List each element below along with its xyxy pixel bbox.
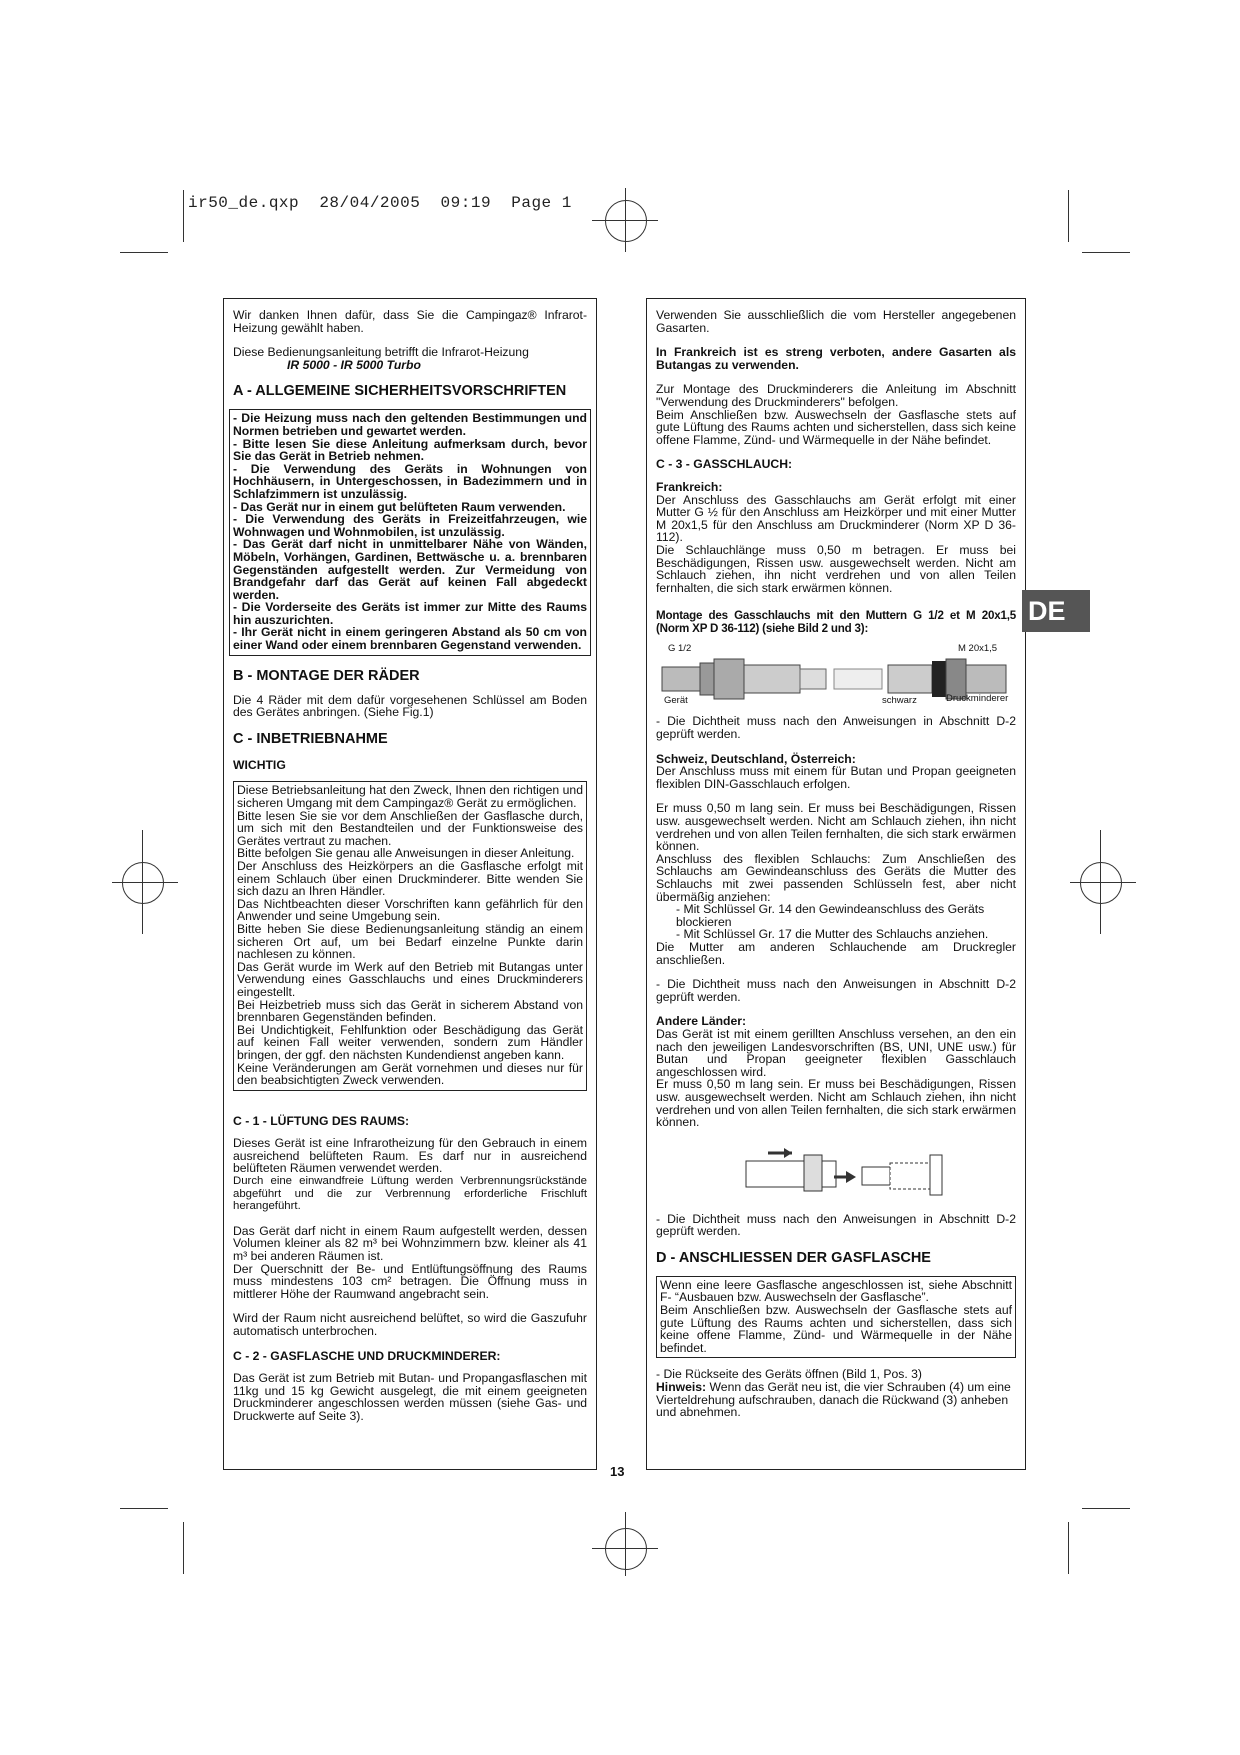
montage-title: Montage des Gasschlauchs mit den Muttern G 1/2 et M 20x1,5 (Norm XP D 36-112) (siehe Bild 2 und 3): bbox=[656, 609, 1016, 635]
leak-note: - Die Dichtheit muss nach den Anweisungen in Abschnitt D-2 geprüft werden. bbox=[656, 714, 1016, 742]
crop-mark bbox=[120, 1508, 168, 1509]
crop-mark bbox=[183, 1522, 184, 1574]
c1-text: Das Gerät darf nicht in einem Raum aufgestellt werden, dessen Volumen kleiner als 82 m³ bei Wohnzimmern bzw. kleiner als 41 m³ bei anderen Räumen ist. bbox=[233, 1223, 587, 1264]
c1-text: Dieses Gerät ist eine Infrarotheizung für den Gebrauch in einem ausreichend belüfteten Raum. Es darf nur in ausreichend belüfteten Räumen verwendet werden. bbox=[233, 1136, 587, 1176]
swiss-text: Er muss 0,50 m lang sein. Er muss bei Beschädigungen, Rissen usw. ausgewechselt werden. Nicht am Schlauch ziehen, ihn nicht verdrehen und von allen Teilen fernhalten, die sich stark erwärmen können. bbox=[656, 801, 1016, 854]
important-item: Der Anschluss des Heizkörpers an die Gasflasche erfolgt mit einem Schlauch über einen Druckminderer. Bitte wenden Sie sich dazu an Ihren Händler. bbox=[237, 859, 583, 899]
paragraph-bold: In Frankreich ist es streng verboten, andere Gasarten als Butangas zu verwenden. bbox=[656, 345, 1016, 372]
paragraph: Beim Anschließen bzw. Auswechseln der Gasflasche stets auf gute Lüftung des Raums achten und sicherstellen, dass sich keine offene Flamme, Zünd- und Wärmequelle in der Nähe befindet. bbox=[656, 407, 1016, 447]
right-column bbox=[646, 298, 1026, 1470]
important-item: Bitte heben Sie diese Bedienungsanleitung ständig an einem sicheren Ort auf, um bei Bedarf einzelne Punkte darin nachlesen zu können. bbox=[237, 921, 583, 962]
crop-mark bbox=[1068, 1522, 1069, 1574]
c3-title: C - 3 - GASSCHLAUCH: bbox=[656, 457, 793, 472]
section-b-title: B - MONTAGE DER RÄDER bbox=[233, 667, 420, 684]
important-item: Keine Veränderungen am Gerät vornehmen und dieses nur für den beabsichtigten Zweck verwenden. bbox=[237, 1060, 583, 1088]
important-item: Das Gerät wurde im Werk auf den Betrieb mit Butangas unter Verwendung eines Gasschlauchs und eines Druckminderers eingestellt. bbox=[237, 959, 583, 999]
other-countries-title: Andere Länder: bbox=[656, 1014, 747, 1029]
section-d-note bbox=[656, 1381, 1016, 1419]
safety-item: - Das Gerät darf nicht in unmittelbarer Nähe von Wänden, Möbeln, Vorhängen, Gardinen, Bettwäsche u. a. brennbaren Gegenständen aufgestellt werden. Zur Vermeidung von Brandgefahr darf das Gerät auf keinen Fall abgedeckt werden. bbox=[233, 537, 587, 602]
diagram-label-schwarz: schwarz bbox=[882, 695, 917, 707]
swiss-text: Der Anschluss muss mit einem für Butan und Propan geeigneten flexiblen DIN-Gasschlauch erfolgen. bbox=[656, 764, 1016, 791]
important-label: WICHTIG bbox=[233, 757, 286, 772]
france-title: Frankreich: bbox=[656, 479, 723, 494]
c1-text: Wird der Raum nicht ausreichend belüftet, so wird die Gaszufuhr automatisch unterbrochen. bbox=[233, 1311, 587, 1338]
section-d-title: D - ANSCHLIESSEN DER GASFLASCHE bbox=[656, 1249, 931, 1266]
france-text: Der Anschluss des Gasschlauchs am Gerät erfolgt mit einer Mutter G ½ für den Anschluss am Heizkörper und mit einer Mutter M 20x1,5 für den Anschluss am Druckminderer (Norm XP D 36-112). bbox=[656, 492, 1016, 545]
diagram-label-geraet: Gerät bbox=[664, 695, 688, 707]
important-item: Bitte befolgen Sie genau alle Anweisungen in dieser Anleitung. bbox=[237, 846, 575, 861]
diagram-label-druckminderer: Druckminderer bbox=[946, 693, 1009, 705]
safety-item: - Die Verwendung des Geräts in Wohnungen von Hochhäusern, in Untergeschossen, in Badezimmern und in Schlafzimmern ist unzulässig. bbox=[233, 461, 587, 501]
important-item: Bei Heizbetrieb muss sich das Gerät in sicherem Abstand von brennbaren Gegenständen befinden. bbox=[237, 997, 583, 1025]
intro-text: Diese Bedienungsanleitung betrifft die Infrarot-Heizung bbox=[233, 345, 529, 360]
swiss-text: Anschluss des flexiblen Schlauchs: Zum Anschließen des Schlauchs am Gewindeanschluss des Geräts die Mutter des Schlauchs mit zwei passenden Schlüsseln fest, aber nicht übermäßig anziehen: bbox=[656, 851, 1016, 904]
safety-item: - Bitte lesen Sie diese Anleitung aufmerksam durch, bevor Sie das Gerät in Betrieb nehmen. bbox=[233, 436, 587, 464]
note-text: Wenn das Gerät neu ist, die vier Schrauben (4) um eine Vierteldrehung aufschrauben, danach die Rückwand (3) anheben und abnehmen. bbox=[656, 1380, 1011, 1420]
section-d-box-text: Wenn eine leere Gasflasche angeschlossen ist, siehe Abschnitt F- “Ausbauen bzw. Auswechseln der Gasflasche”. bbox=[660, 1277, 1012, 1305]
section-d-box bbox=[656, 1276, 1016, 1359]
note-label: Hinweis: bbox=[656, 1380, 707, 1395]
crop-mark bbox=[120, 252, 168, 253]
print-slug: ir50_de.qxp 28/04/2005 09:19 Page 1 bbox=[188, 194, 572, 212]
section-b-text: Die 4 Räder mit dem dafür vorgesehenen Schlüssel am Boden des Gerätes anbringen. (Siehe Fig.1) bbox=[233, 692, 587, 720]
section-c-title: C - INBETRIEBNAHME bbox=[233, 730, 388, 747]
leak-note: - Die Dichtheit muss nach den Anweisungen in Abschnitt D-2 geprüft werden. bbox=[656, 977, 1016, 1004]
other-countries-text: Er muss 0,50 m lang sein. Er muss bei Beschädigungen, Rissen usw. ausgewechselt werden. Nicht am Schlauch ziehen, ihn nicht verdrehen und von allen Teilen fernhalten, die sich stark erwärmen können. bbox=[656, 1077, 1016, 1130]
swiss-list-item: - Mit Schlüssel Gr. 17 die Mutter des Schlauchs anziehen. bbox=[676, 927, 989, 942]
hose-connection-illustration bbox=[656, 1141, 1018, 1203]
swiss-list-item: - Mit Schlüssel Gr. 14 den Gewindeanschluss des Geräts blockieren bbox=[676, 902, 985, 929]
france-text: Die Schlauchlänge muss 0,50 m betragen. Er muss bei Beschädigungen, Rissen usw. ausgewechselt werden. Nicht am Schlauch ziehen, ihn nicht verdrehen und von allen Teilen fernhalten, die sich stark erwärmen können. bbox=[656, 542, 1016, 595]
section-d-text: - Die Rückseite des Geräts öffnen (Bild 1, Pos. 3) bbox=[656, 1367, 922, 1382]
swiss-title: Schweiz, Deutschland, Österreich: bbox=[656, 751, 856, 766]
safety-item: - Ihr Gerät nicht in einem geringeren Abstand als 50 cm von einer Wand oder einem brennbaren Gegenstand verwenden. bbox=[233, 625, 587, 653]
paragraph: Zur Montage des Druckminderers die Anleitung im Abschnitt "Verwendung des Druckminderers" befolgen. bbox=[656, 382, 1016, 409]
paragraph: Verwenden Sie ausschließlich die vom Hersteller angegebenen Gasarten. bbox=[656, 308, 1016, 335]
safety-item: - Die Heizung muss nach den geltenden Bestimmungen und Normen betrieben und gewartet werden. bbox=[233, 411, 587, 438]
leak-note: - Die Dichtheit muss nach den Anweisungen in Abschnitt D-2 geprüft werden. bbox=[656, 1211, 1016, 1239]
crop-mark bbox=[1082, 252, 1130, 253]
c1-title: C - 1 - LÜFTUNG DES RAUMS: bbox=[233, 1113, 410, 1128]
important-item: Bei Undichtigkeit, Fehlfunktion oder Beschädigung das Gerät auf keinen Fall weiter verwenden, sondern zum Händler bringen, der ggf. den nächsten Kundendienst angeben kann. bbox=[237, 1022, 583, 1062]
safety-item: - Die Vorderseite des Geräts ist immer zur Mitte des Raums hin auszurichten. bbox=[233, 600, 587, 627]
diagram-label-m20: M 20x1,5 bbox=[958, 643, 998, 655]
c1-text: Der Querschnitt der Be- und Entlüftungsöffnung des Raums muss mindestens 103 cm² betragen. Die Öffnung muss in mittlerer Höhe der Raumwand angebracht sein. bbox=[233, 1261, 587, 1301]
safety-item: - Die Verwendung des Geräts in Freizeitfahrzeugen, wie Wohnwagen und Wohnmobilen, ist unzulässig. bbox=[233, 512, 587, 539]
section-a-title: A - ALLGEMEINE SICHERHEITSVORSCHRIFTEN bbox=[233, 383, 567, 400]
section-d-box-text: Beim Anschließen bzw. Auswechseln der Gasflasche stets auf gute Lüftung des Raums achten und sicherstellen, dass sich keine offene Flamme, Zünd- und Wärmequelle in der Nähe befindet. bbox=[660, 1303, 1012, 1355]
hose-diagram bbox=[656, 643, 1016, 707]
crop-mark bbox=[1068, 190, 1069, 242]
c1-text: Durch eine einwandfreie Lüftung werden Verbrennungsrückstände abgeführt und die zur Verbrennung erforderliche Frischluft herangeführt. bbox=[233, 1175, 587, 1213]
page-number: 13 bbox=[610, 1464, 625, 1479]
c2-title: C - 2 - GASFLASCHE UND DRUCKMINDERER: bbox=[233, 1348, 501, 1363]
crop-mark bbox=[183, 190, 184, 242]
safety-box bbox=[229, 409, 591, 655]
crop-mark bbox=[1082, 1508, 1130, 1509]
important-item: Das Nichtbeachten dieser Vorschriften kann gefährlich für den Anwender und seine Umgebung sein. bbox=[237, 896, 583, 924]
other-countries-text: Das Gerät ist mit einem gerillten Anschluss versehen, an den ein nach den jeweiligen Landesvorschriften (BS, UNI, UNE usw.) für Butan und Propan geeigneter flexiblen Gasschlauch angeschlossen wird. bbox=[656, 1026, 1016, 1079]
diagram-label-g12: G 1/2 bbox=[668, 643, 692, 655]
c2-text: Das Gerät ist zum Betrieb mit Butan- und Propangasflaschen mit 11kg und 15 kg Gewicht ausgelegt, die mit einem geeigneten Druckminderer angeschlossen werden müssen (siehe Gas- und Druckwerte auf Seite 3). bbox=[233, 1371, 587, 1423]
important-item: Bitte lesen Sie sie vor dem Anschließen der Gasflasche durch, um sich mit den Bestandteilen und der Funktionsweise des Gerätes vertraut zu machen. bbox=[237, 808, 583, 848]
safety-item: - Das Gerät nur in einem gut belüfteten Raum verwenden. bbox=[233, 499, 566, 514]
left-column bbox=[223, 298, 597, 1470]
swiss-text: Die Mutter am anderen Schlauchende am Druckregler anschließen. bbox=[656, 939, 1016, 967]
intro-text: Wir danken Ihnen dafür, dass Sie die Campingaz® Infrarot-Heizung gewählt haben. bbox=[233, 308, 587, 335]
model-name: IR 5000 - IR 5000 Turbo bbox=[287, 357, 421, 372]
important-box bbox=[233, 781, 587, 1090]
language-tab: DE bbox=[1022, 590, 1090, 632]
important-item: Diese Betriebsanleitung hat den Zweck, Ihnen den richtigen und sicheren Umgang mit dem Campingaz® Gerät zu ermöglichen. bbox=[237, 783, 583, 811]
